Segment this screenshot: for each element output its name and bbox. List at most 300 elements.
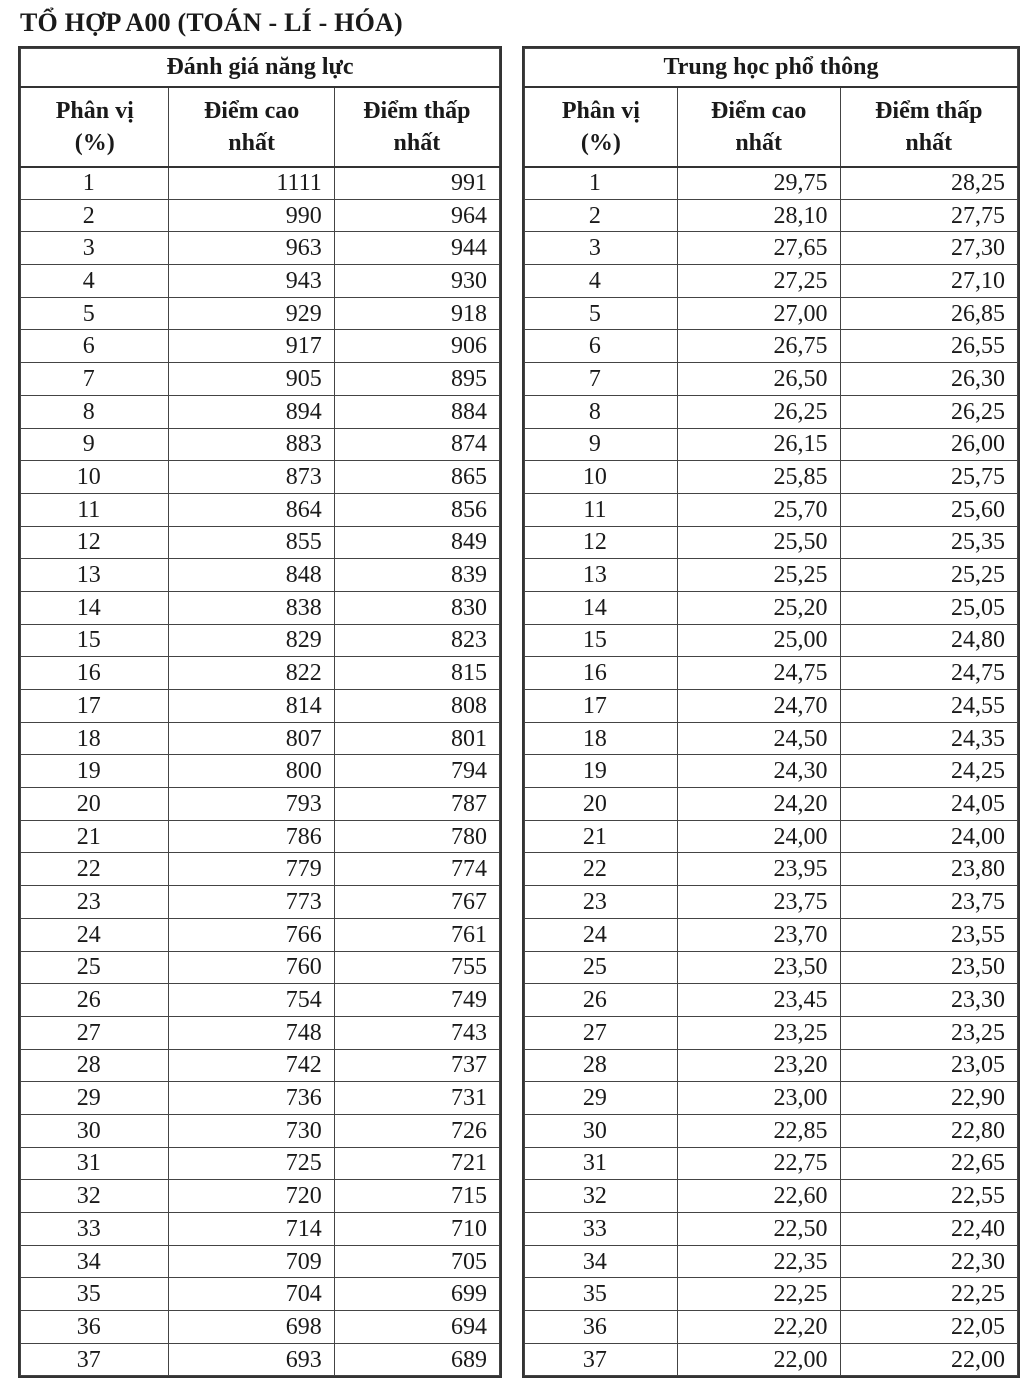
table-row bbox=[21, 788, 500, 821]
percentile-cell: 27 bbox=[21, 1016, 169, 1049]
max-score-cell: 22,20 bbox=[677, 1311, 840, 1344]
percentile-cell: 23 bbox=[21, 886, 169, 919]
table-row bbox=[21, 853, 500, 886]
table-row bbox=[525, 722, 1018, 755]
max-score-cell: 22,60 bbox=[677, 1180, 840, 1213]
max-score-cell: 26,25 bbox=[677, 395, 840, 428]
min-score-cell: 731 bbox=[334, 1082, 499, 1115]
max-score-cell: 27,00 bbox=[677, 297, 840, 330]
min-score-cell: 22,65 bbox=[840, 1147, 1017, 1180]
column-header-max-score: Điểm cao nhất bbox=[677, 87, 840, 167]
percentile-cell: 18 bbox=[525, 722, 678, 755]
table-row bbox=[525, 167, 1018, 200]
min-score-cell: 28,25 bbox=[840, 167, 1017, 200]
max-score-cell: 760 bbox=[169, 951, 334, 984]
table-body bbox=[525, 167, 1018, 1376]
min-score-cell: 23,55 bbox=[840, 918, 1017, 951]
table-row bbox=[21, 493, 500, 526]
min-score-cell: 26,85 bbox=[840, 297, 1017, 330]
max-score-cell: 693 bbox=[169, 1343, 334, 1376]
max-score-cell: 963 bbox=[169, 232, 334, 265]
max-score-cell: 704 bbox=[169, 1278, 334, 1311]
table-row bbox=[21, 363, 500, 396]
max-score-cell: 24,70 bbox=[677, 690, 840, 723]
panel-trung-hoc-pho-thong bbox=[522, 46, 1020, 1378]
min-score-cell: 865 bbox=[334, 461, 499, 494]
table-row bbox=[21, 526, 500, 559]
max-score-cell: 838 bbox=[169, 591, 334, 624]
max-score-cell: 822 bbox=[169, 657, 334, 690]
table-row bbox=[525, 624, 1018, 657]
percentile-cell: 6 bbox=[525, 330, 678, 363]
min-score-cell: 874 bbox=[334, 428, 499, 461]
table-row bbox=[21, 984, 500, 1017]
table-row bbox=[525, 559, 1018, 592]
table-row bbox=[525, 1343, 1018, 1376]
percentile-cell: 22 bbox=[525, 853, 678, 886]
table-row bbox=[21, 461, 500, 494]
percentile-cell: 6 bbox=[21, 330, 169, 363]
table-row bbox=[21, 820, 500, 853]
table-row bbox=[525, 1311, 1018, 1344]
max-score-cell: 779 bbox=[169, 853, 334, 886]
table-row bbox=[21, 918, 500, 951]
max-score-cell: 829 bbox=[169, 624, 334, 657]
max-score-cell: 23,50 bbox=[677, 951, 840, 984]
table-row bbox=[21, 1082, 500, 1115]
min-score-cell: 761 bbox=[334, 918, 499, 951]
min-score-cell: 24,00 bbox=[840, 820, 1017, 853]
table-row bbox=[525, 984, 1018, 1017]
percentile-cell: 11 bbox=[21, 493, 169, 526]
max-score-cell: 29,75 bbox=[677, 167, 840, 200]
table-row bbox=[21, 722, 500, 755]
percentile-cell: 25 bbox=[525, 951, 678, 984]
percentile-cell: 16 bbox=[21, 657, 169, 690]
percentile-cell: 34 bbox=[21, 1245, 169, 1278]
page-title: TỔ HỢP A00 (TOÁN - LÍ - HÓA) bbox=[20, 8, 403, 37]
percentile-table-dgnl bbox=[20, 48, 500, 1376]
percentile-cell: 24 bbox=[525, 918, 678, 951]
min-score-cell: 849 bbox=[334, 526, 499, 559]
max-score-cell: 943 bbox=[169, 265, 334, 298]
table-row bbox=[21, 297, 500, 330]
min-score-cell: 22,40 bbox=[840, 1213, 1017, 1246]
percentile-cell: 13 bbox=[21, 559, 169, 592]
percentile-cell: 36 bbox=[525, 1311, 678, 1344]
percentile-cell: 29 bbox=[525, 1082, 678, 1115]
percentile-cell: 17 bbox=[21, 690, 169, 723]
percentile-cell: 26 bbox=[525, 984, 678, 1017]
min-score-cell: 26,00 bbox=[840, 428, 1017, 461]
percentile-cell: 2 bbox=[21, 199, 169, 232]
min-score-cell: 830 bbox=[334, 591, 499, 624]
max-score-cell: 22,50 bbox=[677, 1213, 840, 1246]
table-row bbox=[21, 1147, 500, 1180]
percentile-cell: 2 bbox=[525, 199, 678, 232]
percentile-cell: 9 bbox=[21, 428, 169, 461]
percentile-cell: 26 bbox=[21, 984, 169, 1017]
max-score-cell: 742 bbox=[169, 1049, 334, 1082]
max-score-cell: 894 bbox=[169, 395, 334, 428]
table-row bbox=[21, 167, 500, 200]
max-score-cell: 24,20 bbox=[677, 788, 840, 821]
max-score-cell: 24,30 bbox=[677, 755, 840, 788]
percentile-cell: 24 bbox=[21, 918, 169, 951]
min-score-cell: 26,55 bbox=[840, 330, 1017, 363]
percentile-cell: 36 bbox=[21, 1311, 169, 1344]
table-row bbox=[21, 755, 500, 788]
table-row bbox=[525, 1180, 1018, 1213]
max-score-cell: 22,00 bbox=[677, 1343, 840, 1376]
max-score-cell: 848 bbox=[169, 559, 334, 592]
min-score-cell: 27,30 bbox=[840, 232, 1017, 265]
table-row bbox=[525, 690, 1018, 723]
min-score-cell: 906 bbox=[334, 330, 499, 363]
percentile-cell: 19 bbox=[21, 755, 169, 788]
max-score-cell: 814 bbox=[169, 690, 334, 723]
min-score-cell: 699 bbox=[334, 1278, 499, 1311]
max-score-cell: 23,20 bbox=[677, 1049, 840, 1082]
percentile-cell: 32 bbox=[525, 1180, 678, 1213]
max-score-cell: 730 bbox=[169, 1114, 334, 1147]
percentile-cell: 28 bbox=[21, 1049, 169, 1082]
column-header-min-score: Điểm thấp nhất bbox=[840, 87, 1017, 167]
percentile-cell: 15 bbox=[21, 624, 169, 657]
table-row bbox=[525, 886, 1018, 919]
max-score-cell: 905 bbox=[169, 363, 334, 396]
min-score-cell: 895 bbox=[334, 363, 499, 396]
table-row bbox=[525, 951, 1018, 984]
table-row bbox=[525, 232, 1018, 265]
table-row bbox=[525, 853, 1018, 886]
max-score-cell: 725 bbox=[169, 1147, 334, 1180]
min-score-cell: 23,75 bbox=[840, 886, 1017, 919]
min-score-cell: 24,80 bbox=[840, 624, 1017, 657]
table-row bbox=[525, 1114, 1018, 1147]
table-row bbox=[525, 395, 1018, 428]
table-row bbox=[21, 1180, 500, 1213]
max-score-cell: 25,70 bbox=[677, 493, 840, 526]
max-score-cell: 736 bbox=[169, 1082, 334, 1115]
panel-caption: Trung học phổ thông bbox=[525, 49, 1018, 87]
percentile-cell: 25 bbox=[21, 951, 169, 984]
min-score-cell: 944 bbox=[334, 232, 499, 265]
percentile-cell: 13 bbox=[525, 559, 678, 592]
min-score-cell: 25,25 bbox=[840, 559, 1017, 592]
min-score-cell: 839 bbox=[334, 559, 499, 592]
table-row bbox=[525, 755, 1018, 788]
max-score-cell: 807 bbox=[169, 722, 334, 755]
min-score-cell: 27,75 bbox=[840, 199, 1017, 232]
percentile-cell: 11 bbox=[525, 493, 678, 526]
table-row bbox=[525, 493, 1018, 526]
percentile-cell: 28 bbox=[525, 1049, 678, 1082]
min-score-cell: 22,25 bbox=[840, 1278, 1017, 1311]
min-score-cell: 24,35 bbox=[840, 722, 1017, 755]
percentile-cell: 10 bbox=[21, 461, 169, 494]
percentile-cell: 1 bbox=[525, 167, 678, 200]
max-score-cell: 698 bbox=[169, 1311, 334, 1344]
table-row bbox=[525, 461, 1018, 494]
column-header-min-score: Điểm thấp nhất bbox=[334, 87, 499, 167]
table-row bbox=[21, 951, 500, 984]
min-score-cell: 856 bbox=[334, 493, 499, 526]
max-score-cell: 748 bbox=[169, 1016, 334, 1049]
min-score-cell: 930 bbox=[334, 265, 499, 298]
max-score-cell: 27,65 bbox=[677, 232, 840, 265]
max-score-cell: 26,75 bbox=[677, 330, 840, 363]
table-body bbox=[21, 167, 500, 1376]
table-row bbox=[21, 1278, 500, 1311]
min-score-cell: 794 bbox=[334, 755, 499, 788]
min-score-cell: 22,05 bbox=[840, 1311, 1017, 1344]
min-score-cell: 25,05 bbox=[840, 591, 1017, 624]
percentile-cell: 3 bbox=[525, 232, 678, 265]
min-score-cell: 710 bbox=[334, 1213, 499, 1246]
percentile-cell: 19 bbox=[525, 755, 678, 788]
max-score-cell: 917 bbox=[169, 330, 334, 363]
table-row bbox=[525, 265, 1018, 298]
column-header-percentile: Phân vị (%) bbox=[21, 87, 169, 167]
min-score-cell: 774 bbox=[334, 853, 499, 886]
max-score-cell: 23,25 bbox=[677, 1016, 840, 1049]
min-score-cell: 767 bbox=[334, 886, 499, 919]
percentile-cell: 37 bbox=[21, 1343, 169, 1376]
table-row bbox=[525, 363, 1018, 396]
min-score-cell: 22,80 bbox=[840, 1114, 1017, 1147]
percentile-cell: 23 bbox=[525, 886, 678, 919]
panel-danh-gia-nang-luc bbox=[18, 46, 502, 1378]
max-score-cell: 793 bbox=[169, 788, 334, 821]
table-row bbox=[525, 1049, 1018, 1082]
min-score-cell: 22,30 bbox=[840, 1245, 1017, 1278]
percentile-cell: 7 bbox=[525, 363, 678, 396]
percentile-cell: 1 bbox=[21, 167, 169, 200]
percentile-cell: 37 bbox=[525, 1343, 678, 1376]
min-score-cell: 808 bbox=[334, 690, 499, 723]
max-score-cell: 22,75 bbox=[677, 1147, 840, 1180]
table-row bbox=[21, 591, 500, 624]
min-score-cell: 823 bbox=[334, 624, 499, 657]
percentile-cell: 7 bbox=[21, 363, 169, 396]
percentile-cell: 21 bbox=[21, 820, 169, 853]
percentile-cell: 17 bbox=[525, 690, 678, 723]
table-row bbox=[21, 330, 500, 363]
percentile-cell: 18 bbox=[21, 722, 169, 755]
max-score-cell: 855 bbox=[169, 526, 334, 559]
max-score-cell: 864 bbox=[169, 493, 334, 526]
percentile-cell: 8 bbox=[525, 395, 678, 428]
table-row bbox=[525, 199, 1018, 232]
min-score-cell: 755 bbox=[334, 951, 499, 984]
min-score-cell: 801 bbox=[334, 722, 499, 755]
max-score-cell: 22,25 bbox=[677, 1278, 840, 1311]
percentile-cell: 5 bbox=[525, 297, 678, 330]
min-score-cell: 918 bbox=[334, 297, 499, 330]
min-score-cell: 22,00 bbox=[840, 1343, 1017, 1376]
min-score-cell: 26,30 bbox=[840, 363, 1017, 396]
table-row bbox=[525, 428, 1018, 461]
min-score-cell: 726 bbox=[334, 1114, 499, 1147]
table-row bbox=[21, 1343, 500, 1376]
min-score-cell: 743 bbox=[334, 1016, 499, 1049]
percentile-table-thpt bbox=[524, 48, 1018, 1376]
max-score-cell: 714 bbox=[169, 1213, 334, 1246]
min-score-cell: 22,55 bbox=[840, 1180, 1017, 1213]
table-row bbox=[525, 1245, 1018, 1278]
min-score-cell: 705 bbox=[334, 1245, 499, 1278]
table-row bbox=[525, 1016, 1018, 1049]
min-score-cell: 884 bbox=[334, 395, 499, 428]
percentile-cell: 4 bbox=[21, 265, 169, 298]
percentile-cell: 30 bbox=[21, 1114, 169, 1147]
table-row bbox=[525, 1147, 1018, 1180]
percentile-cell: 20 bbox=[525, 788, 678, 821]
max-score-cell: 26,50 bbox=[677, 363, 840, 396]
table-row bbox=[21, 886, 500, 919]
max-score-cell: 800 bbox=[169, 755, 334, 788]
table-row bbox=[525, 526, 1018, 559]
min-score-cell: 991 bbox=[334, 167, 499, 200]
table-row bbox=[21, 1213, 500, 1246]
max-score-cell: 23,45 bbox=[677, 984, 840, 1017]
percentile-cell: 35 bbox=[525, 1278, 678, 1311]
table-row bbox=[21, 1311, 500, 1344]
max-score-cell: 929 bbox=[169, 297, 334, 330]
max-score-cell: 786 bbox=[169, 820, 334, 853]
percentile-cell: 8 bbox=[21, 395, 169, 428]
max-score-cell: 24,75 bbox=[677, 657, 840, 690]
min-score-cell: 715 bbox=[334, 1180, 499, 1213]
percentile-cell: 12 bbox=[21, 526, 169, 559]
percentile-cell: 27 bbox=[525, 1016, 678, 1049]
percentile-cell: 5 bbox=[21, 297, 169, 330]
max-score-cell: 22,35 bbox=[677, 1245, 840, 1278]
min-score-cell: 737 bbox=[334, 1049, 499, 1082]
max-score-cell: 25,85 bbox=[677, 461, 840, 494]
min-score-cell: 23,30 bbox=[840, 984, 1017, 1017]
percentile-cell: 33 bbox=[525, 1213, 678, 1246]
table-row bbox=[525, 1213, 1018, 1246]
percentile-cell: 12 bbox=[525, 526, 678, 559]
min-score-cell: 721 bbox=[334, 1147, 499, 1180]
max-score-cell: 22,85 bbox=[677, 1114, 840, 1147]
min-score-cell: 787 bbox=[334, 788, 499, 821]
percentile-cell: 31 bbox=[525, 1147, 678, 1180]
max-score-cell: 23,70 bbox=[677, 918, 840, 951]
min-score-cell: 25,60 bbox=[840, 493, 1017, 526]
table-row bbox=[525, 1082, 1018, 1115]
min-score-cell: 25,35 bbox=[840, 526, 1017, 559]
percentile-cell: 32 bbox=[21, 1180, 169, 1213]
table-row bbox=[21, 199, 500, 232]
percentile-cell: 30 bbox=[525, 1114, 678, 1147]
table-row bbox=[21, 559, 500, 592]
max-score-cell: 24,00 bbox=[677, 820, 840, 853]
percentile-cell: 20 bbox=[21, 788, 169, 821]
max-score-cell: 23,00 bbox=[677, 1082, 840, 1115]
percentile-cell: 9 bbox=[525, 428, 678, 461]
percentile-cell: 15 bbox=[525, 624, 678, 657]
table-row bbox=[21, 395, 500, 428]
column-header-percentile: Phân vị (%) bbox=[525, 87, 678, 167]
min-score-cell: 780 bbox=[334, 820, 499, 853]
table-row bbox=[21, 624, 500, 657]
percentile-cell: 4 bbox=[525, 265, 678, 298]
max-score-cell: 27,25 bbox=[677, 265, 840, 298]
percentile-cell: 14 bbox=[21, 591, 169, 624]
max-score-cell: 25,25 bbox=[677, 559, 840, 592]
panel-caption: Đánh giá năng lực bbox=[21, 49, 500, 87]
min-score-cell: 27,10 bbox=[840, 265, 1017, 298]
min-score-cell: 23,80 bbox=[840, 853, 1017, 886]
min-score-cell: 24,05 bbox=[840, 788, 1017, 821]
min-score-cell: 23,05 bbox=[840, 1049, 1017, 1082]
table-row bbox=[21, 232, 500, 265]
max-score-cell: 24,50 bbox=[677, 722, 840, 755]
min-score-cell: 689 bbox=[334, 1343, 499, 1376]
min-score-cell: 23,50 bbox=[840, 951, 1017, 984]
max-score-cell: 709 bbox=[169, 1245, 334, 1278]
min-score-cell: 24,25 bbox=[840, 755, 1017, 788]
percentile-cell: 35 bbox=[21, 1278, 169, 1311]
table-row bbox=[525, 918, 1018, 951]
max-score-cell: 23,75 bbox=[677, 886, 840, 919]
percentile-cell: 34 bbox=[525, 1245, 678, 1278]
max-score-cell: 754 bbox=[169, 984, 334, 1017]
max-score-cell: 766 bbox=[169, 918, 334, 951]
max-score-cell: 25,20 bbox=[677, 591, 840, 624]
max-score-cell: 720 bbox=[169, 1180, 334, 1213]
percentile-cell: 33 bbox=[21, 1213, 169, 1246]
column-header-max-score: Điểm cao nhất bbox=[169, 87, 334, 167]
max-score-cell: 23,95 bbox=[677, 853, 840, 886]
table-row bbox=[525, 788, 1018, 821]
max-score-cell: 773 bbox=[169, 886, 334, 919]
max-score-cell: 26,15 bbox=[677, 428, 840, 461]
table-row bbox=[21, 657, 500, 690]
table-row bbox=[525, 657, 1018, 690]
min-score-cell: 964 bbox=[334, 199, 499, 232]
percentile-cell: 21 bbox=[525, 820, 678, 853]
max-score-cell: 990 bbox=[169, 199, 334, 232]
percentile-cell: 10 bbox=[525, 461, 678, 494]
min-score-cell: 749 bbox=[334, 984, 499, 1017]
max-score-cell: 1111 bbox=[169, 167, 334, 200]
max-score-cell: 25,50 bbox=[677, 526, 840, 559]
percentile-cell: 31 bbox=[21, 1147, 169, 1180]
table-row bbox=[21, 1245, 500, 1278]
percentile-cell: 14 bbox=[525, 591, 678, 624]
min-score-cell: 815 bbox=[334, 657, 499, 690]
table-row bbox=[21, 265, 500, 298]
min-score-cell: 24,55 bbox=[840, 690, 1017, 723]
table-row bbox=[21, 1114, 500, 1147]
table-row bbox=[21, 428, 500, 461]
table-row bbox=[525, 1278, 1018, 1311]
percentile-cell: 29 bbox=[21, 1082, 169, 1115]
percentile-cell: 16 bbox=[525, 657, 678, 690]
table-row bbox=[525, 591, 1018, 624]
percentile-cell: 22 bbox=[21, 853, 169, 886]
min-score-cell: 694 bbox=[334, 1311, 499, 1344]
min-score-cell: 23,25 bbox=[840, 1016, 1017, 1049]
table-row bbox=[21, 1016, 500, 1049]
percentile-cell: 3 bbox=[21, 232, 169, 265]
table-row bbox=[525, 820, 1018, 853]
table-row bbox=[21, 1049, 500, 1082]
